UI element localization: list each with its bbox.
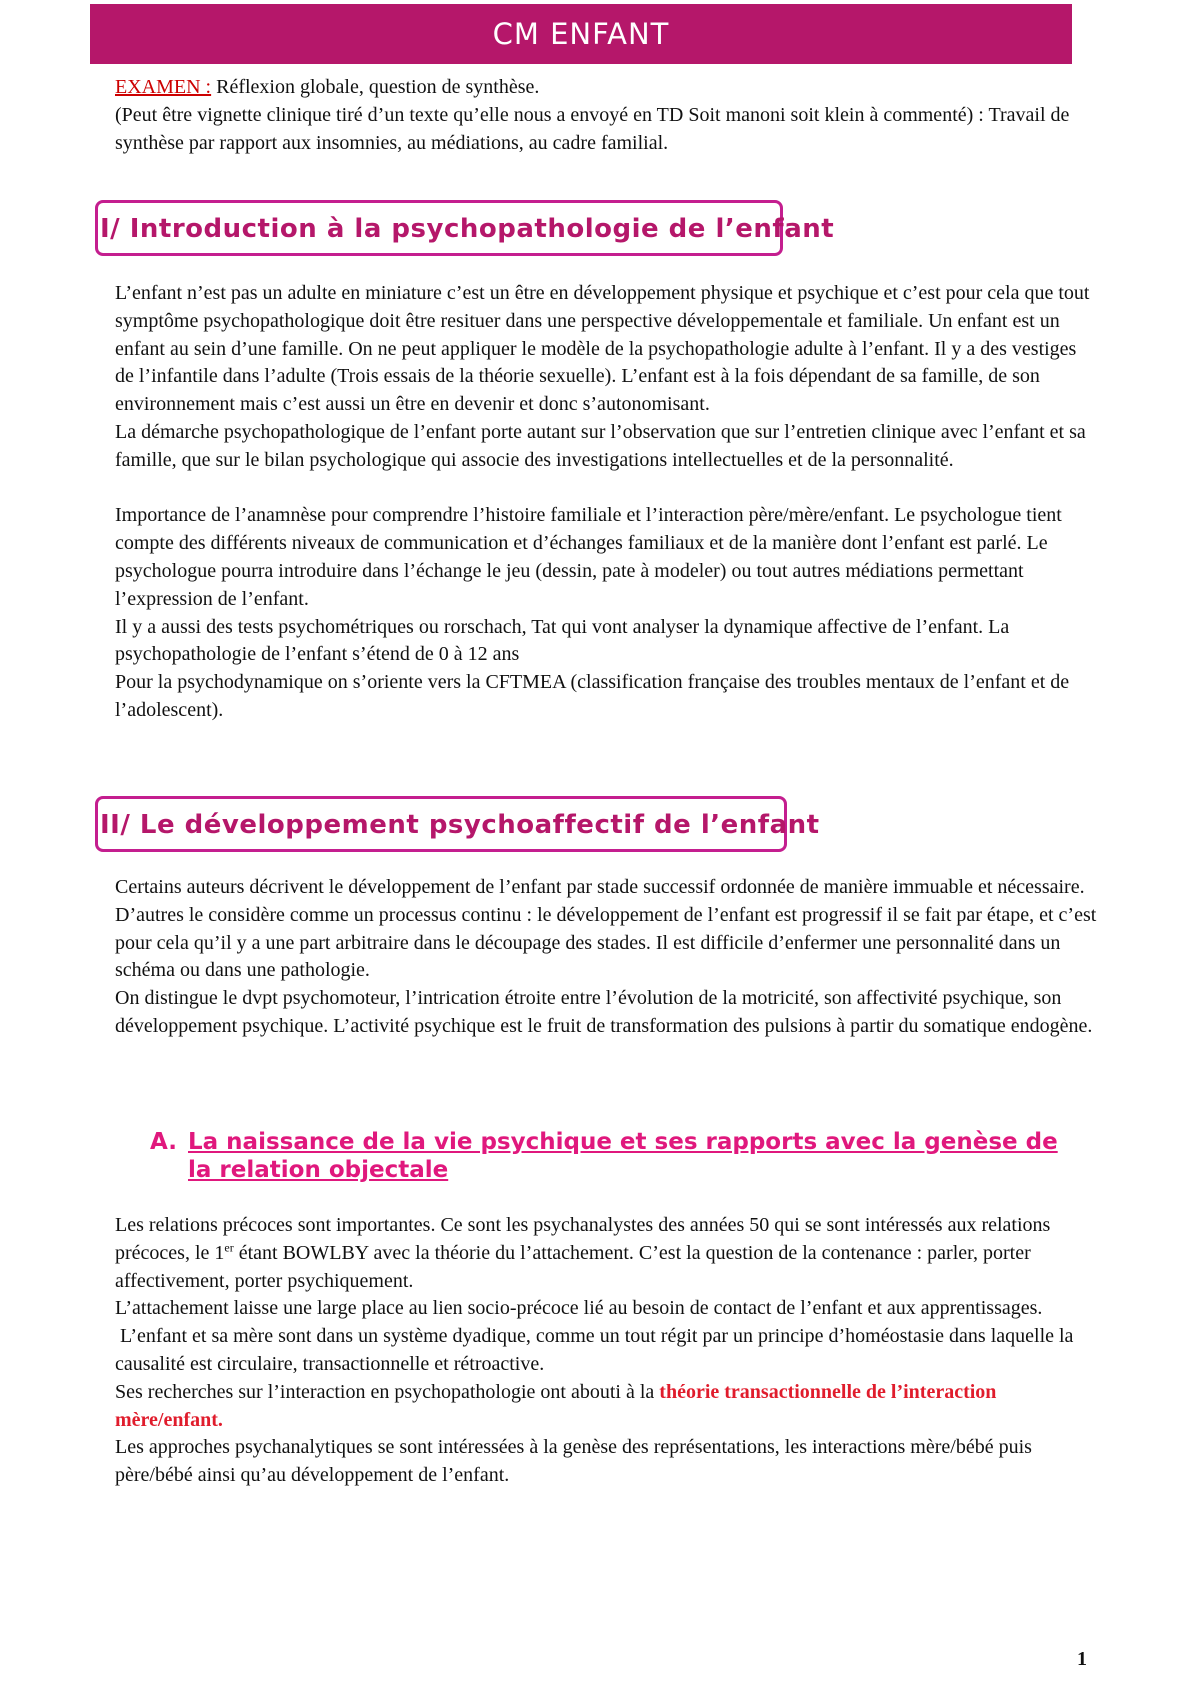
- subsection-a-body: [115, 1212, 1100, 1490]
- section-1-paragraph: Importance de l’anamnèse pour comprendre l’histoire familiale et l’interaction père/mère/enfant. Le psychologue tient compte des différents niveaux de communication et d’échanges familiaux et de la manière dont l’enfant est parlé. Le psychologue pourra introduire dans l’échange le jeu (dessin, pate à modeler) ou tout autres médiations permettant l’expression de l’enfant.: [115, 504, 1062, 610]
- exam-label: EXAMEN :: [115, 76, 212, 98]
- document-title: CM ENFANT: [492, 17, 670, 51]
- section-1-paragraph: L’enfant n’est pas un adulte en miniature c’est un être en développement physique et psychique et c’est pour cela que tout symptôme psychopathologique doit être resituer dans une perspective développementale et familiale. Un enfant est un enfant au sein d’une famille. On ne peut appliquer le modèle de la psychopathologie adulte à l’enfant. Il y a des vestiges de l’infantile dans l’adulte (Trois essais de la théorie sexuelle). L’enfant est à la fois dépendant de sa famille, de son environnement mais c’est aussi un être en devenir et donc s’autonomisant.: [115, 282, 1090, 416]
- highlighted-theory: théorie transactionnelle de l’interaction mère/enfant.: [115, 1380, 997, 1431]
- section-1-paragraph: Pour la psychodynamique on s’oriente vers la CFTMEA (classification française des troubles mentaux de l’enfant et de l’adolescent).: [115, 671, 1070, 721]
- exam-line-2: (Peut être vignette clinique tiré d’un texte qu’elle nous a envoyé en TD Soit manoni soit klein à commenté) : Travail de synthèse par rapport aux insomnies, au médiations, au cadre familial.: [115, 103, 1070, 154]
- section-1-heading: I/ Introduction à la psychopathologie de l’enfant: [100, 214, 835, 244]
- subsection-a-p4-text: Ses recherches sur l’interaction en psychopathologie ont abouti à la: [115, 1380, 660, 1403]
- ordinal-superscript: er: [224, 1240, 234, 1255]
- subsection-a-p1-text-end: étant BOWLBY avec la théorie du l’attachement. C’est la question de la contenance : parler, porter affectivement, porter psychiquement.: [115, 1241, 1031, 1292]
- subsection-a-paragraph-3: L’enfant et sa mère sont dans un système dyadique, comme un tout régit par un principe d’homéostasie dans laquelle la causalité est circulaire, transactionnelle et rétroactive.: [115, 1325, 1079, 1375]
- document-title-bar: [90, 4, 1072, 64]
- section-1-body: [115, 280, 1100, 725]
- subsection-a-heading: [150, 1128, 1080, 1184]
- section-2-paragraph: Certains auteurs décrivent le développement de l’enfant par stade successif ordonnée de manière immuable et nécessaire. D’autres le considère comme un processus continu : le développement de l’enfant est progressif il se fait par étape, et c’est pour cela qu’il y a une part arbitraire dans le découpage des stades. Il est difficile d’enfermer une personnalité dans un schéma ou dans une pathologie.: [115, 876, 1097, 982]
- exam-line-1: [115, 74, 1100, 102]
- exam-block: [115, 74, 1100, 157]
- section-1-paragraph: La démarche psychopathologique de l’enfant porte autant sur l’observation que sur l’entretien clinique avec l’enfant et sa famille, que sur le bilan psychologique qui associe des investigations intellectuelles et de la personnalité.: [115, 420, 1086, 471]
- subsection-a-paragraph-2: L’attachement laisse une large place au lien socio-précoce lié au besoin de contact de l’enfant et aux apprentissages.: [115, 1297, 1043, 1320]
- section-2-heading: II/ Le développement psychoaffectif de l’enfant: [100, 810, 820, 840]
- subsection-a-p1-text: Les relations précoces sont importantes. Ce sont les psychanalystes des années 50 qui se sont intéressés aux relations précoces, le 1: [115, 1214, 1051, 1264]
- subsection-a-title: La naissance de la vie psychique et ses rapports avec la genèse de la relation objectale: [188, 1129, 1058, 1183]
- subsection-a-paragraph-1: [115, 1212, 1100, 1295]
- subsection-a-paragraph-5: Les approches psychanalytiques se sont intéressées à la genèse des représentations, les interactions mère/bébé puis père/bébé ainsi qu’au développement de l’enfant.: [115, 1436, 1032, 1487]
- subsection-a-paragraph-4: [115, 1379, 1100, 1435]
- page-number: 1: [1077, 1648, 1087, 1670]
- section-2-paragraph: On distingue le dvpt psychomoteur, l’intrication étroite entre l’évolution de la motricité, son affectivité psychique, son développement psychique. L’activité psychique est le fruit de transformation des pulsions à partir du somatique endogène.: [115, 987, 1093, 1037]
- section-1-paragraph: Il y a aussi des tests psychométriques ou rorschach, Tat qui vont analyser la dynamique affective de l’enfant. La psychopathologie de l’enfant s’étend de 0 à 12 ans: [115, 615, 1010, 666]
- exam-line-1-text: Réflexion globale, question de synthèse.: [211, 76, 540, 98]
- section-2-body: [115, 874, 1100, 1041]
- subsection-a-letter: A.: [150, 1129, 177, 1155]
